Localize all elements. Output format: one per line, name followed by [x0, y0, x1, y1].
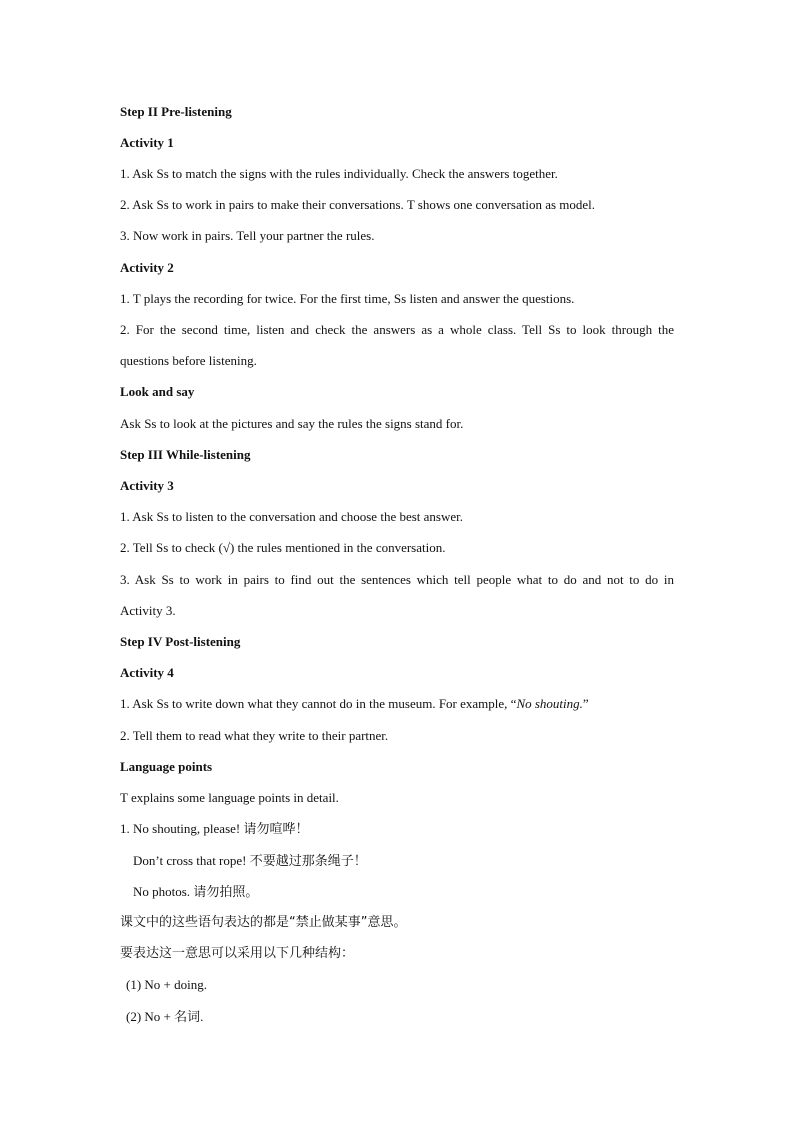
look-and-say-heading: Look and say	[120, 384, 195, 399]
activity-2-item-1: 1. T plays the recording for twice. For the first time, Ss listen and answer the questions.	[120, 291, 575, 306]
language-point-1-cn: 请勿喧哗！	[243, 822, 309, 837]
language-point-3	[133, 884, 703, 901]
structure-2-cn: 名词	[174, 1010, 201, 1025]
look-and-say-text: Ask Ss to look at the pictures and say the rules the signs stand for.	[120, 416, 464, 431]
language-point-2-cn: 不要越过那条绳子！	[249, 854, 367, 869]
activity-2-item-2-line-2: questions before listening.	[120, 353, 257, 368]
activity-3-item-3-line-1: 3. Ask Ss to work in pairs to find out the sentences which tell people what to do and not to do in	[120, 572, 674, 587]
chinese-explanation-line-1: 课文中的这些语句表达的都是“禁止做某事”意思。	[120, 915, 407, 930]
structure-2	[126, 1009, 696, 1026]
activity-4-item-1	[120, 696, 690, 712]
activity-4-item-1-example: No shouting.	[516, 696, 583, 711]
structure-2-end: .	[200, 1009, 204, 1024]
structure-1: (1) No + doing.	[126, 977, 207, 992]
language-point-3-cn: 请勿拍照。	[193, 885, 259, 900]
activity-1-heading: Activity 1	[120, 135, 174, 150]
structure-2-en: (2) No +	[126, 1009, 175, 1024]
activity-4-item-2: 2. Tell them to read what they write to their partner.	[120, 728, 389, 743]
activity-1-item-1: 1. Ask Ss to match the signs with the rules individually. Check the answers together.	[120, 166, 558, 181]
activity-1-item-2: 2. Ask Ss to work in pairs to make their conversations. T shows one conversation as model.	[120, 197, 596, 212]
activity-3-item-1: 1. Ask Ss to listen to the conversation and choose the best answer.	[120, 509, 464, 524]
language-point-2	[133, 853, 703, 870]
activity-2-item-2-line-1: 2. For the second time, listen and check the answers as a whole class. Tell Ss to look through the	[120, 322, 674, 337]
step-2-heading: Step II Pre-listening	[120, 104, 232, 119]
activity-4-item-1-suffix: ”	[582, 696, 589, 711]
step-4-heading: Step IV Post-listening	[120, 634, 241, 649]
language-point-3-en: No photos.	[133, 884, 194, 899]
activity-2-heading: Activity 2	[120, 260, 174, 275]
language-points-heading: Language points	[120, 759, 213, 774]
language-point-1-en: 1. No shouting, please!	[120, 821, 244, 836]
activity-4-heading: Activity 4	[120, 665, 174, 680]
language-point-1	[120, 821, 690, 838]
activity-3-item-2: 2. Tell Ss to check (√) the rules mentioned in the conversation.	[120, 540, 446, 555]
language-point-2-en: Don’t cross that rope!	[133, 853, 250, 868]
activity-1-item-3: 3. Now work in pairs. Tell your partner the rules.	[120, 228, 375, 243]
activity-4-item-1-prefix: 1. Ask Ss to write down what they cannot do in the museum. For example, “	[120, 696, 517, 711]
step-3-heading: Step III While-listening	[120, 447, 251, 462]
activity-3-heading: Activity 3	[120, 478, 174, 493]
activity-3-item-3-line-2: Activity 3.	[120, 603, 176, 618]
chinese-explanation-line-2: 要表达这一意思可以采用以下几种结构：	[120, 946, 355, 961]
language-points-intro: T explains some language points in detail.	[120, 790, 339, 805]
